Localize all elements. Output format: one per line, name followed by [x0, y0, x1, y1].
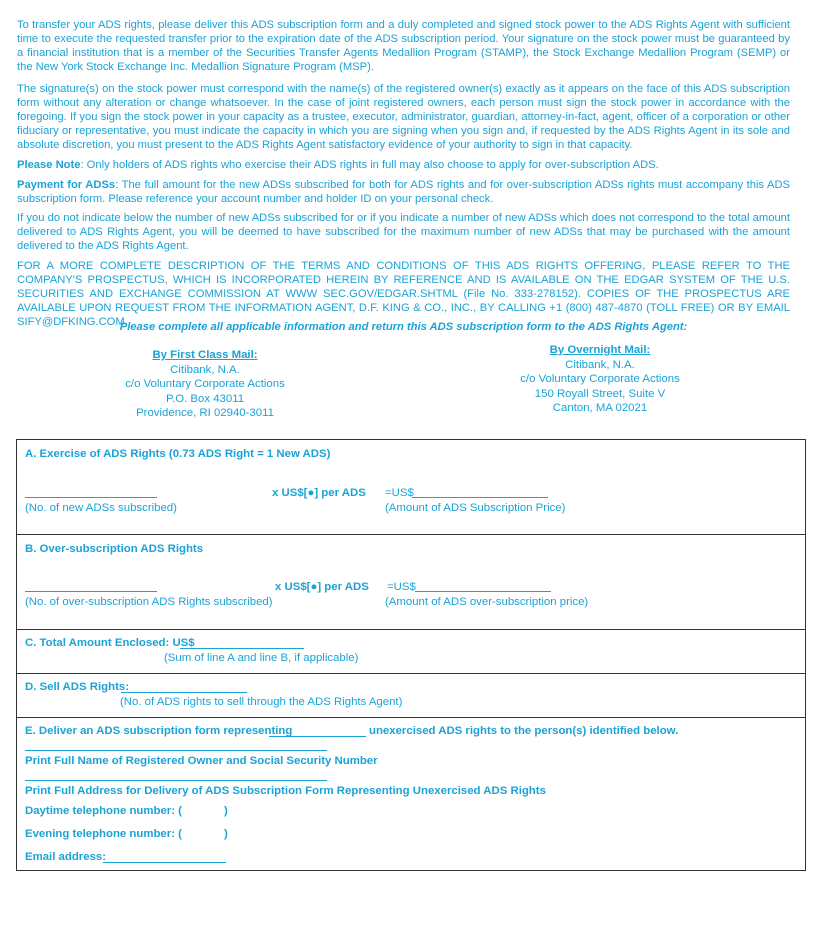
- address-line: c/o Voluntary Corporate Actions: [125, 378, 285, 390]
- section-b-oversubscription: [17, 535, 805, 630]
- section-a-equals: =US$: [385, 487, 414, 499]
- email-label: Email address:: [25, 851, 107, 863]
- please-note-label: Please Note: [17, 159, 81, 171]
- please-note: [17, 158, 790, 172]
- section-d-caption: (No. of ADS rights to sell through the ADS Rights Agent): [120, 696, 403, 708]
- delivery-address-field[interactable]: [25, 780, 327, 781]
- section-c-total: [17, 630, 805, 674]
- address-line: Citibank, N.A.: [565, 358, 635, 371]
- section-a-right-caption: (Amount of ADS Subscription Price): [385, 502, 566, 514]
- section-c-caption: (Sum of line A and line B, if applicable): [164, 652, 359, 664]
- section-a-price: x US$[●] per ADS: [272, 487, 366, 499]
- overnight-mail-heading: By Overnight Mail:: [549, 344, 651, 356]
- payment-label: Payment for ADSs: [17, 179, 116, 191]
- oversubscription-count-field[interactable]: [25, 591, 157, 592]
- payment-instructions: [17, 178, 790, 206]
- section-a-left-caption: (No. of new ADSs subscribed): [25, 502, 177, 514]
- section-a-title: A. Exercise of ADS Rights (0.73 ADS Right = 1 New ADS): [25, 448, 331, 460]
- signature-instructions: The signature(s) on the stock power must correspond with the name(s) of the registered owner(s) exactly as it appears on the face of this ADS subscription form without any alteration or change whatsoever. In the case of joint registered owners, each person must sign the stock power in accordance with the foregoing. If you sign the stock power in your capacity as a trustee, executor, administrator, guardian, attorney-in-fact, agent, officer of a corporation or other fiduciary or representative, you must indicate the capacity in which you are signing when you sign and, if requested by the ADS Rights Agent in its sole and absolute discretion, you must present to the ADS Rights Agent satisfactory evidence of your authority to sign in that capacity.: [17, 83, 790, 151]
- daytime-phone-label: Daytime telephone number: (: [25, 805, 182, 817]
- section-d-sell: [17, 674, 805, 718]
- section-e-title-part1: E. Deliver an ADS subscription form representing: [25, 725, 293, 737]
- address-line: Citibank, N.A.: [170, 363, 240, 376]
- section-e-deliver: [17, 718, 805, 872]
- sell-rights-field[interactable]: [121, 692, 247, 693]
- section-c-title: C. Total Amount Enclosed: US$: [25, 637, 195, 649]
- address-line: P.O. Box 43011: [165, 392, 245, 405]
- please-note-text: : Only holders of ADS rights who exercise their ADS rights in full may also choose to apply for over-subscription ADS.: [80, 159, 659, 171]
- owner-name-field[interactable]: [25, 750, 327, 751]
- section-d-title: D. Sell ADS Rights:: [25, 681, 130, 693]
- section-a-exercise: [17, 440, 805, 535]
- unexercised-rights-field[interactable]: [269, 736, 366, 737]
- daytime-phone-close: ): [224, 805, 228, 817]
- payment-text: : The full amount for the new ADSs subscribed for both for ADS rights and for over-subscription ADSs rights must accompany this ADS subscription form. Please reference your account number and holder ID on your personal check.: [17, 179, 790, 205]
- section-e-title-part2: unexercised ADS rights to the person(s) identified below.: [369, 725, 679, 737]
- transfer-instructions: To transfer your ADS rights, please deliver this ADS subscription form and a duly completed and signed stock power to the ADS Rights Agent with sufficient time to execute the requested transfer prior to the expiration date of the ADS subscription period. Your signature on the stock power must be guaranteed by a financial institution that is a member of the Securities Transfer Agents Medallion Program (STAMP), the Stock Exchange Medallion Program (SEMP) or the New York Stock Exchange Inc. Medallion Signature Program (MSP).: [17, 19, 790, 73]
- section-b-price: x US$[●] per ADS: [275, 581, 369, 593]
- evening-phone-close: ): [224, 828, 228, 840]
- section-b-equals: =US$: [387, 581, 416, 593]
- first-class-mail-heading: By First Class Mail:: [152, 349, 258, 361]
- evening-phone-label: Evening telephone number: (: [25, 828, 182, 840]
- address-line: 150 Royall Street, Suite V: [534, 387, 666, 400]
- email-field[interactable]: [103, 862, 226, 863]
- address-line: Providence, RI 02940-3011: [136, 407, 274, 419]
- oversubscription-amount-field[interactable]: [415, 591, 551, 592]
- section-b-title: B. Over-subscription ADS Rights: [25, 543, 204, 555]
- return-instruction: Please complete all applicable information and return this ADS subscription form to the ADS Rights Agent:: [119, 321, 688, 333]
- owner-name-label: Print Full Name of Registered Owner and Social Security Number: [25, 755, 378, 767]
- new-ads-count-field[interactable]: [25, 497, 157, 498]
- prospectus-notice: FOR A MORE COMPLETE DESCRIPTION OF THE TERMS AND CONDITIONS OF THIS ADS RIGHTS OFFERING, PLEASE REFER TO THE COMPANY'S PROSPECTUS, WHICH IS INCORPORATED HEREIN BY REFERENCE AND IS AVAILABLE ON THE EDGAR SYSTEM OF THE U.S. SECURITIES AND EXCHANGE COMMISSION AT WWW SEC.GOV/EDGAR.SHTML (File No. 333-278152). COPIES OF THE PROSPECTUS ARE AVAILABLE UPON REQUEST FROM THE INFORMATION AGENT, D.F. KING & CO., INC., BY CALLING +1 (800) 487-4870 (TOLL FREE) OR BY EMAIL SIFY@DFKING.COM.: [17, 260, 790, 328]
- section-b-right-caption: (Amount of ADS over-subscription price): [385, 596, 589, 608]
- section-b-left-caption: (No. of over-subscription ADS Rights subscribed): [25, 596, 273, 608]
- delivery-address-label: Print Full Address for Delivery of ADS Subscription Form Representing Unexercised ADS Rights: [25, 785, 546, 797]
- subscription-amount-field[interactable]: [412, 497, 548, 498]
- address-line: Canton, MA 02021: [552, 402, 648, 414]
- total-amount-field[interactable]: [180, 648, 304, 649]
- first-class-mail-address: [75, 348, 335, 421]
- subscription-form: [16, 439, 806, 871]
- address-line: c/o Voluntary Corporate Actions: [520, 373, 680, 385]
- deemed-subscription-notice: If you do not indicate below the number of new ADSs subscribed for or if you indicate a number of new ADSs which does not correspond to the total amount delivered to ADS Rights Agent, you will be deemed to have subscribed for the maximum number of new ADSs that may be purchased with the amount delivered to the ADS Rights Agent.: [17, 212, 790, 252]
- overnight-mail-address: [470, 343, 730, 416]
